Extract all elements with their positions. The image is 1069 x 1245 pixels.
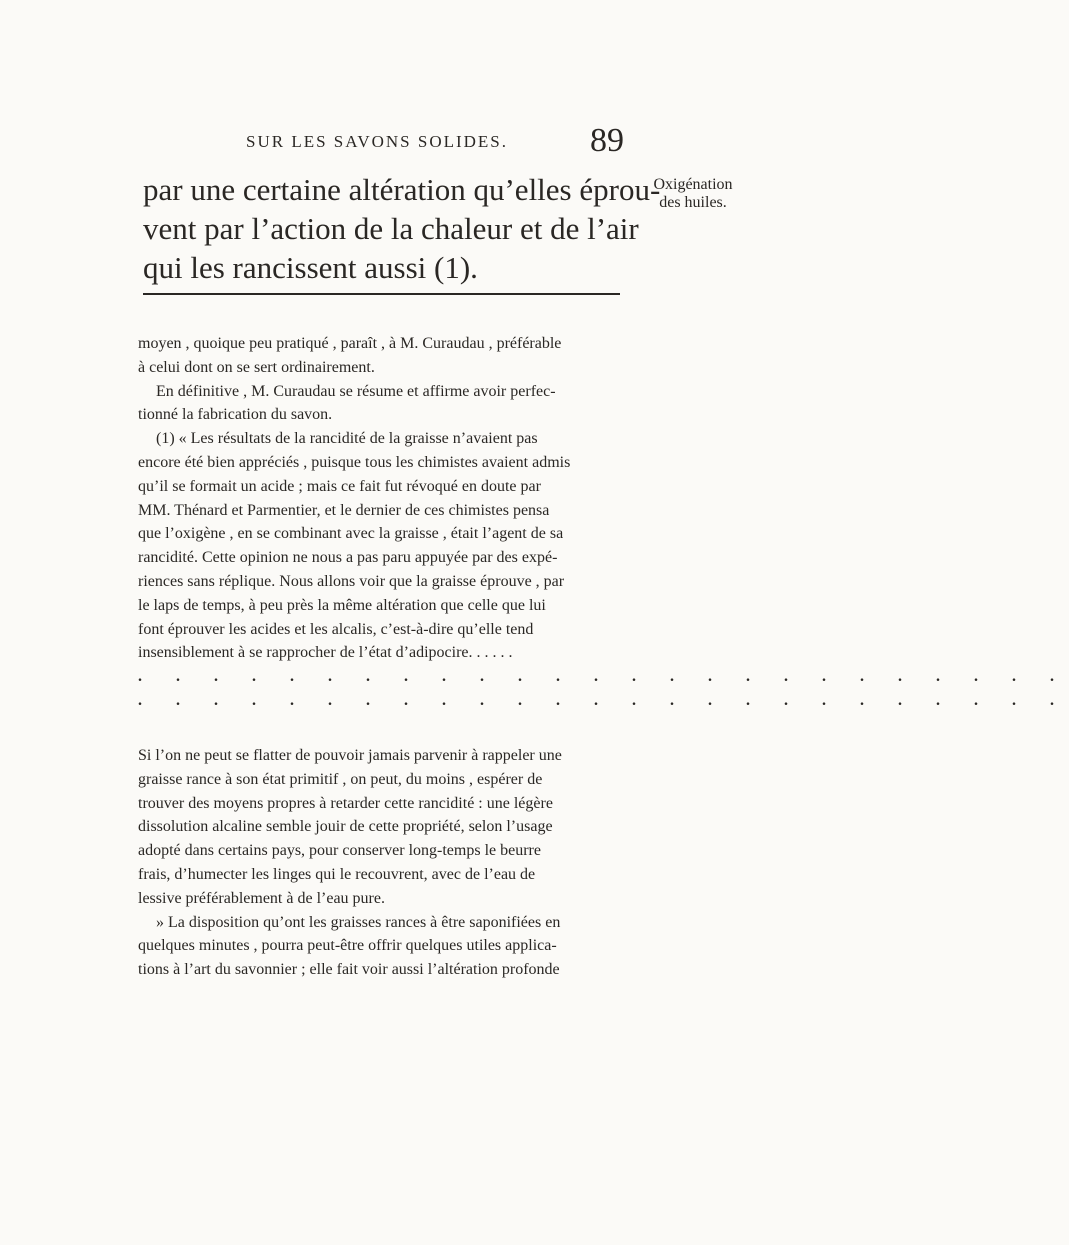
footnote-line: à celui dont on se sert ordinairement.	[138, 358, 375, 376]
footnote-line: MM. Thénard et Parmentier, et le dernier de ces chimistes pensa	[138, 501, 550, 519]
footnote-line: qu’il se formait un acide ; mais ce fait fut révoqué en doute par	[138, 477, 541, 495]
footnote-line: En définitive , M. Curaudau se résume et affirme avoir perfec-	[156, 382, 556, 400]
page-number: 89	[590, 122, 624, 159]
continuation-line: » La disposition qu’ont les graisses rances à être saponifiées en	[156, 913, 561, 931]
footnote-block	[138, 332, 1069, 713]
continuation-line: graisse rance à son état primitif , on peut, du moins , espérer de	[138, 770, 543, 788]
footnote-line: (1) « Les résultats de la rancidité de la graisse n’avaient pas	[156, 430, 538, 448]
continuation-line: dissolution alcaline semble jouir de cette propriété, selon l’usage	[138, 818, 553, 836]
main-text-line: vent par l’action de la chaleur et de l’air	[143, 211, 639, 246]
footnote-line: insensiblement à se rapprocher de l’état d’adipocire. . . . . .	[138, 644, 513, 662]
dot-leader-line: . . . . . . . . . . . . . . . . . . . . . . . . .	[138, 668, 1069, 686]
main-text	[143, 170, 661, 287]
footnote-line: le laps de temps, à peu près la même altération que celle que lui	[138, 596, 546, 614]
margin-note-line: Oxigénation	[653, 176, 733, 193]
continuation-line: trouver des moyens propres à retarder cette rancidité : une légère	[138, 794, 553, 812]
running-head: SUR LES SAVONS SOLIDES.	[246, 132, 509, 151]
margin-note	[638, 176, 748, 212]
footnote-continuation	[138, 744, 620, 982]
continuation-line: quelques minutes , pourra peut-être offrir quelques utiles applica-	[138, 937, 557, 955]
continuation-line: tions à l’art du savonnier ; elle fait voir aussi l’altération profonde	[138, 961, 560, 979]
margin-note-line: des huiles.	[659, 194, 727, 211]
footnote-line: encore été bien appréciés , puisque tous les chimistes avaient admis	[138, 453, 571, 471]
continuation-line: frais, d’humecter les linges qui le recouvrent, avec de l’eau de	[138, 865, 536, 883]
footnote-line: tionné la fabrication du savon.	[138, 406, 333, 424]
footnote-line: moyen , quoique peu pratiqué , paraît , à M. Curaudau , préférable	[138, 335, 562, 352]
dot-leader-line: . . . . . . . . . . . . . . . . . . . . . . . . .	[138, 691, 1069, 709]
continuation-line: lessive préférablement à de l’eau pure.	[138, 889, 385, 907]
separator-rule	[143, 293, 620, 295]
continuation-line: Si l’on ne peut se flatter de pouvoir jamais parvenir à rappeler une	[138, 747, 562, 764]
footnote-line: font éprouver les acides et les alcalis, c’est-à-dire qu’elle tend	[138, 620, 534, 638]
main-text-line: qui les rancissent aussi (1).	[143, 250, 478, 285]
main-text-line: par une certaine altération qu’elles éprou-	[143, 172, 661, 207]
footnote-line: rancidité. Cette opinion ne nous a pas paru appuyée par des expé-	[138, 549, 558, 567]
footnote-line: riences sans réplique. Nous allons voir que la graisse éprouve , par	[138, 572, 565, 590]
continuation-line: adopté dans certains pays, pour conserver long-temps le beurre	[138, 842, 541, 860]
footnote-line: que l’oxigène , en se combinant avec la graisse , était l’agent de sa	[138, 525, 564, 543]
